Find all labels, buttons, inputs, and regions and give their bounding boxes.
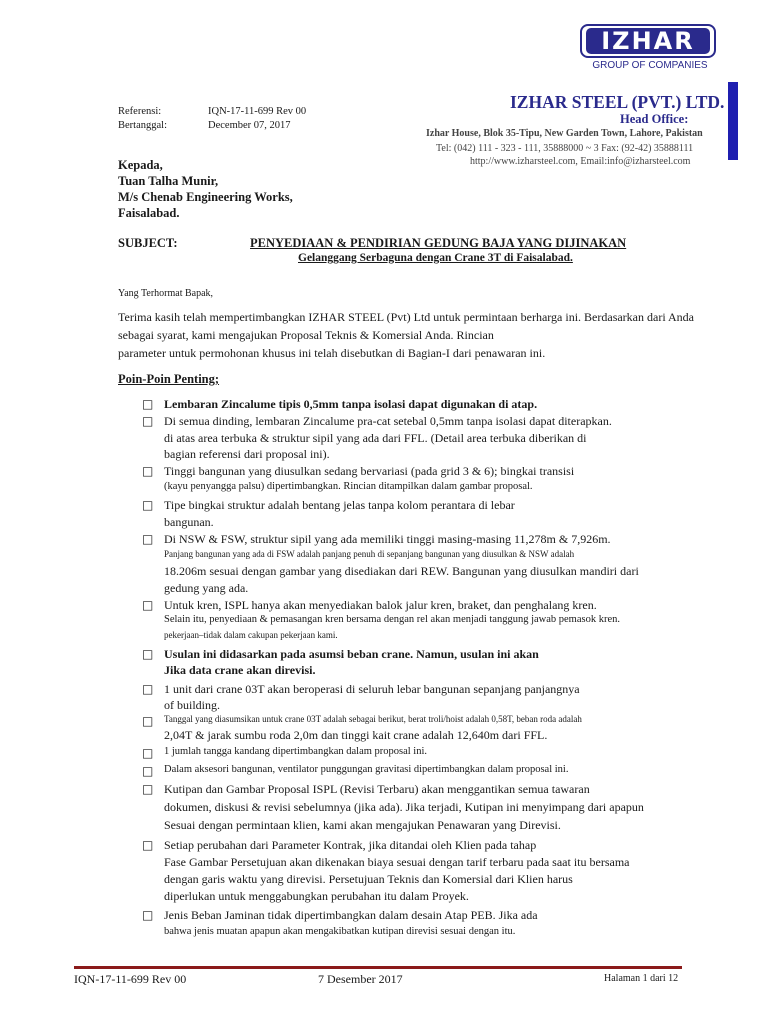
point-text: bahwa jenis muatan apapun akan mengakibatkan kutipan direvisi sesuai dengan itu. bbox=[164, 926, 516, 937]
point-text: 1 jumlah tangga kandang dipertimbangkan dalam proposal ini. bbox=[164, 746, 428, 757]
logo-subtitle: GROUP OF COMPANIES bbox=[592, 60, 708, 71]
bullet-icon: □ bbox=[142, 714, 154, 728]
point-text: Dalam aksesori bangunan, ventilator punggungan gravitasi dipertimbangkan dalam proposal ini. bbox=[164, 764, 569, 775]
bullet-icon: □ bbox=[142, 464, 154, 478]
point-text: Sesuai dengan permintaan klien, kami akan mengajukan Penawaran yang Direvisi. bbox=[164, 818, 561, 832]
bullet-icon: □ bbox=[142, 908, 154, 922]
point-text: Di semua dinding, lembaran Zincalume pra-cat setebal 0,5mm tanpa isolasi dapat diterapkan. bbox=[164, 414, 612, 428]
bullet-icon: □ bbox=[142, 414, 154, 428]
point-text: 2,04T & jarak sumbu roda 2,0m dan tinggi kait crane adalah 12,640m dari FFL. bbox=[164, 728, 548, 742]
logo-text: IZHAR bbox=[586, 28, 710, 54]
point-text: 18.206m sesuai dengan gambar yang disediakan dari REW. Bangunan yang diusulkan mandiri dari bbox=[164, 564, 639, 578]
bullet-icon: □ bbox=[142, 764, 154, 778]
point-text: gedung yang ada. bbox=[164, 581, 249, 595]
point-text: of building. bbox=[164, 698, 220, 712]
head-office-label: Head Office: bbox=[620, 112, 689, 126]
bullet-icon: □ bbox=[142, 532, 154, 546]
bullet-icon: □ bbox=[142, 782, 154, 796]
office-web-email: http://www.izharsteel.com, Email:info@izharsteel.com bbox=[470, 156, 691, 167]
point-text: Tipe bingkai struktur adalah bentang jelas tanpa kolom perantara di lebar bbox=[164, 498, 515, 512]
ref-value: IQN-17-11-699 Rev 00 bbox=[208, 106, 307, 117]
point-text: Jenis Beban Jaminan tidak dipertimbangkan dalam desain Atap PEB. Jika ada bbox=[164, 908, 538, 922]
recipient-city: Faisalabad. bbox=[118, 206, 180, 220]
point-text: Panjang bangunan yang ada di FSW adalah panjang penuh di sepanjang bangunan yang diusulkan & NSW adalah bbox=[164, 549, 575, 559]
bullet-icon: □ bbox=[142, 647, 154, 661]
footer-divider bbox=[74, 966, 682, 969]
subject-label: SUBJECT: bbox=[118, 236, 178, 250]
point-text: dokumen, diskusi & revisi sebelumnya (jika ada). Jika terjadi, Kutipan ini menyimpang dari apapun bbox=[164, 800, 644, 814]
point-text: Setiap perubahan dari Parameter Kontrak, jika ditandai oleh Klien pada tahap bbox=[164, 838, 537, 852]
date-label: Bertanggal: bbox=[118, 120, 167, 131]
point-text: Tinggi bangunan yang diusulkan sedang bervariasi (pada grid 3 & 6); bingkai transisi bbox=[164, 464, 575, 478]
point-text: Usulan ini didasarkan pada asumsi beban crane. Namun, usulan ini akan bbox=[164, 647, 539, 661]
bullet-icon: □ bbox=[142, 397, 154, 411]
recipient-name: Tuan Talha Munir, bbox=[118, 174, 219, 188]
point-text: 1 unit dari crane 03T akan beroperasi di seluruh lebar bangunan sepanjang panjangnya bbox=[164, 682, 580, 696]
header-accent-bar bbox=[728, 82, 738, 160]
footer-date: 7 Desember 2017 bbox=[318, 972, 403, 986]
point-text: bangunan. bbox=[164, 515, 214, 529]
point-text: pekerjaan–tidak dalam cakupan pekerjaan kami. bbox=[164, 630, 338, 640]
intro-line: sebagai syarat, kami mengajukan Proposal Teknis & Komersial Anda. Rincian bbox=[118, 328, 494, 342]
date-value: December 07, 2017 bbox=[208, 120, 291, 131]
intro-line: Terima kasih telah mempertimbangkan IZHAR STEEL (Pvt) Ltd untuk permintaan berharga ini. Berdasarkan dari Anda bbox=[118, 310, 694, 324]
point-text: Jika data crane akan direvisi. bbox=[164, 663, 316, 677]
point-text: Fase Gambar Persetujuan akan dikenakan biaya sesuai dengan tarif terbaru pada saat itu bersama bbox=[164, 855, 630, 869]
intro-line: parameter untuk permohonan khusus ini telah disebutkan di Bagian-I dari penawaran ini. bbox=[118, 346, 546, 360]
footer-ref: IQN-17-11-699 Rev 00 bbox=[74, 972, 187, 986]
point-text: Lembaran Zincalume tipis 0,5mm tanpa isolasi dapat digunakan di atap. bbox=[164, 397, 538, 411]
point-text: (kayu penyangga palsu) dipertimbangkan. Rincian ditampilkan dalam gambar proposal. bbox=[164, 481, 533, 492]
point-text: di atas area terbuka & struktur sipil yang ada dari FFL. (Detail area terbuka diberikan di bbox=[164, 431, 587, 445]
point-text: Tanggal yang diasumsikan untuk crane 03T adalah sebagai berikut, berat troli/hoist adalah 0,58T, beban roda adalah bbox=[164, 714, 582, 724]
subject-line-2: Gelanggang Serbaguna dengan Crane 3T di Faisalabad. bbox=[298, 252, 573, 264]
office-address: Izhar House, Blok 35-Tipu, New Garden Town, Lahore, Pakistan bbox=[426, 128, 703, 139]
point-text: dengan garis waktu yang direvisi. Persetujuan Teknis dan Komersial dari Klien harus bbox=[164, 872, 573, 886]
point-text: bagian referensi dari proposal ini). bbox=[164, 447, 330, 461]
recipient-company: M/s Chenab Engineering Works, bbox=[118, 190, 293, 204]
bullet-icon: □ bbox=[142, 838, 154, 852]
point-text: Di NSW & FSW, struktur sipil yang ada memiliki tinggi masing-masing 11,278m & 7,926m. bbox=[164, 532, 611, 546]
ref-label: Referensi: bbox=[118, 106, 162, 117]
bullet-icon: □ bbox=[142, 498, 154, 512]
recipient-to: Kepada, bbox=[118, 158, 163, 172]
footer-page-number: Halaman 1 dari 12 bbox=[604, 973, 679, 984]
point-text: diperlukan untuk menggabungkan perubahan itu dalam Proyek. bbox=[164, 889, 469, 903]
bullet-icon: □ bbox=[142, 598, 154, 612]
point-text: Kutipan dan Gambar Proposal ISPL (Revisi Terbaru) akan menggantikan semua tawaran bbox=[164, 782, 590, 796]
subject-line-1: PENYEDIAAN & PENDIRIAN GEDUNG BAJA YANG DIJINAKAN bbox=[250, 236, 627, 250]
bullet-icon: □ bbox=[142, 746, 154, 760]
company-logo bbox=[580, 24, 716, 58]
points-title: Poin-Poin Penting; bbox=[118, 372, 220, 386]
bullet-icon: □ bbox=[142, 682, 154, 696]
company-name: IZHAR STEEL (PVT.) LTD. bbox=[510, 92, 725, 112]
salutation: Yang Terhormat Bapak, bbox=[118, 288, 214, 299]
point-text: Untuk kren, ISPL hanya akan menyediakan balok jalur kren, braket, dan penghalang kren. bbox=[164, 598, 597, 612]
office-phone: Tel: (042) 111 - 323 - 111, 35888000 ~ 3 Fax: (92-42) 35888111 bbox=[436, 143, 694, 154]
point-text: Selain itu, penyediaan & pemasangan kren bersama dengan rel akan menjadi tanggung jawab pemasok kren. bbox=[164, 614, 621, 625]
